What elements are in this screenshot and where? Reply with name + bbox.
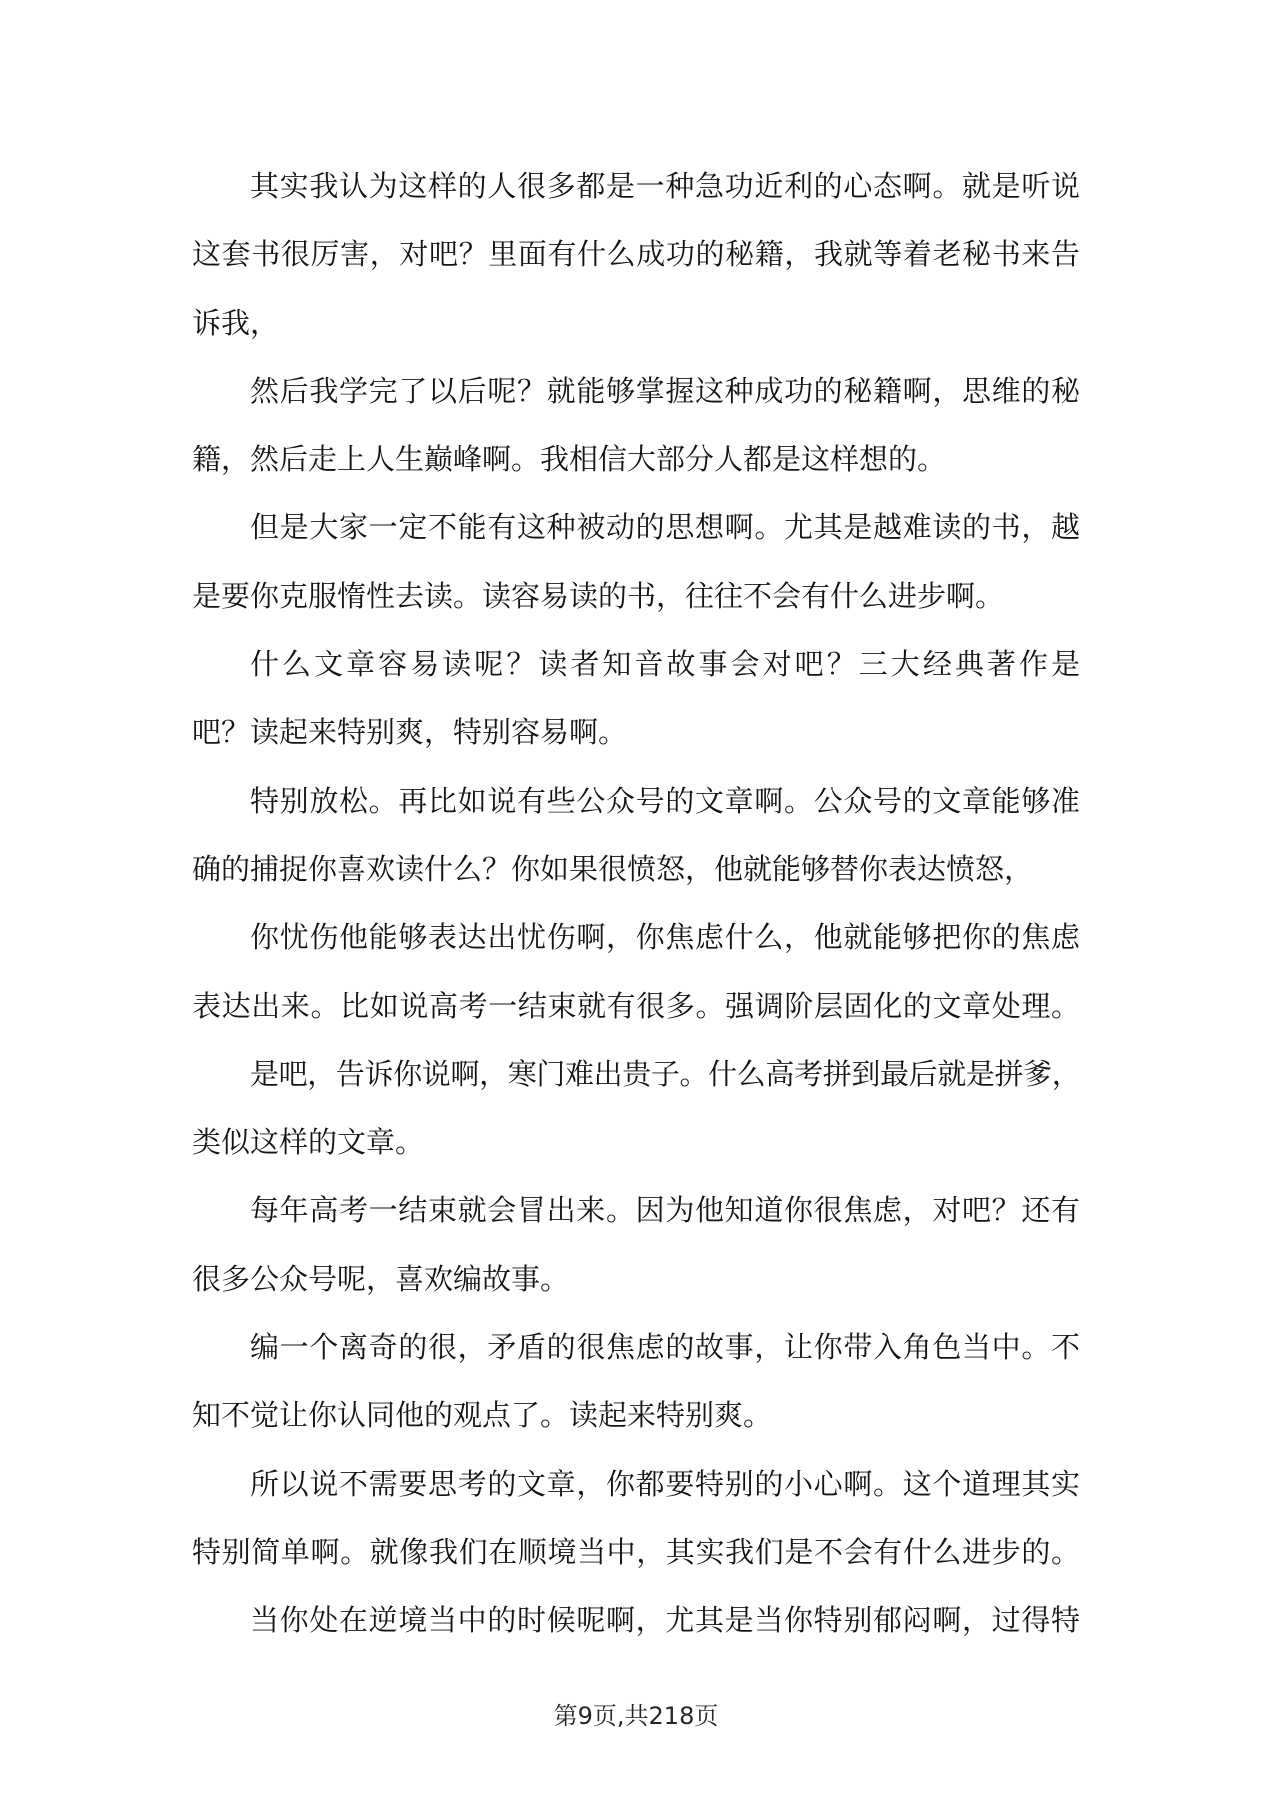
paragraph	[192, 1586, 1080, 1654]
text-line: 确的捕捉你喜欢读什么？你如果很愤怒，他就能够替你表达愤怒，	[192, 851, 1034, 886]
paragraph	[192, 1313, 1080, 1450]
text-line: 你忧伤他能够表达出忧伤啊，你焦虑什么，他就能够把你的焦虑	[250, 920, 1080, 955]
paragraph	[192, 152, 1080, 357]
paragraph	[192, 630, 1080, 767]
text-line: 当你处在逆境当中的时候呢啊，尤其是当你特别郁闷啊，过得特	[250, 1603, 1080, 1638]
text-line: 籍，然后走上人生巅峰啊。我相信大部分人都是这样想的。	[192, 442, 947, 477]
text-line: 特别简单啊。就像我们在顺境当中，其实我们是不会有什么进步的。	[192, 1534, 1080, 1569]
paragraph	[192, 1040, 1080, 1177]
text-line: 编一个离奇的很，矛盾的很焦虑的故事，让你带入角色当中。不	[250, 1330, 1080, 1365]
text-line: 这套书很厉害，对吧？里面有什么成功的秘籍，我就等着老秘书来告	[192, 237, 1080, 272]
text-line: 吧？读起来特别爽，特别容易啊。	[192, 715, 628, 750]
text-line: 特别放松。再比如说有些公众号的文章啊。公众号的文章能够准	[250, 783, 1080, 818]
paragraph	[192, 903, 1080, 1040]
text-line: 是要你克服惰性去读。读容易读的书，往往不会有什么进步啊。	[192, 578, 1005, 613]
text-line: 诉我，	[192, 305, 280, 340]
text-line: 然后我学完了以后呢？就能够掌握这种成功的秘籍啊，思维的秘	[250, 373, 1080, 408]
paragraph	[192, 493, 1080, 630]
text-line: 是吧，告诉你说啊，寒门难出贵子。什么高考拼到最后就是拼爹，	[250, 1056, 1080, 1091]
page-number-footer: 第9页,共218页	[553, 1702, 719, 1730]
text-line: 表达出来。比如说高考一结束就有很多。强调阶层固化的文章处理。	[192, 988, 1080, 1023]
paragraph	[192, 767, 1080, 904]
text-line: 所以说不需要思考的文章，你都要特别的小心啊。这个道理其实	[250, 1466, 1080, 1501]
text-line: 很多公众号呢，喜欢编故事。	[192, 1261, 570, 1296]
paragraph	[192, 1450, 1080, 1587]
paragraph	[192, 1176, 1080, 1313]
text-line: 类似这样的文章。	[192, 1125, 425, 1160]
text-line: 其实我认为这样的人很多都是一种急功近利的心态啊。就是听说	[250, 169, 1080, 203]
body-text	[192, 152, 1080, 1655]
paragraph	[192, 357, 1080, 494]
text-line: 但是大家一定不能有这种被动的思想啊。尤其是越难读的书，越	[250, 510, 1080, 545]
text-line: 什么文章容易读呢？读者知音故事会对吧？三大经典著作是	[250, 647, 1080, 682]
text-line: 知不觉让你认同他的观点了。读起来特别爽。	[192, 1398, 773, 1433]
text-line: 每年高考一结束就会冒出来。因为他知道你很焦虑，对吧？还有	[250, 1193, 1080, 1228]
